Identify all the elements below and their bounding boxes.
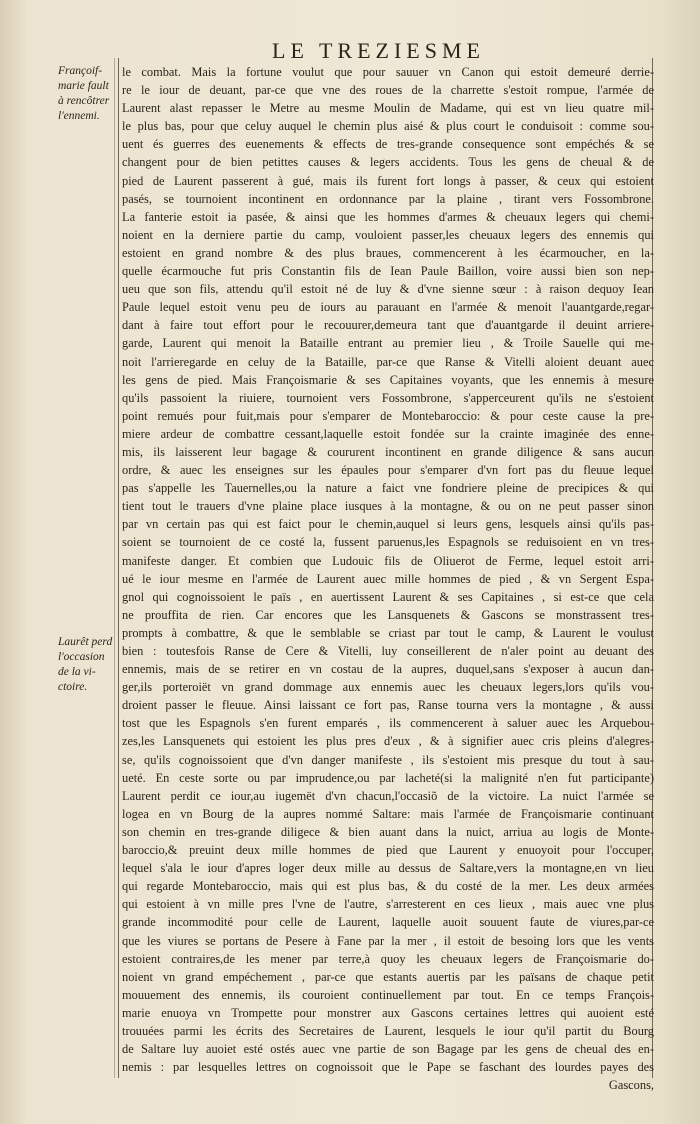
margin-note-line: de la vi- (58, 666, 96, 678)
text-line: Paule lequel estoit venu peu de iours au parauant en l'armée & menoit l'auantgarde,regar- (122, 300, 654, 315)
text-line: changent pour de bien petittes causes & legers accidents. Tous les gens de cheual & de (122, 155, 654, 170)
text-line: ger,ils porteroiët vn grand dommage aux ennemis auec les cheuaux legers,lors qu'ils vou- (122, 680, 654, 695)
margin-note-line: marie fault (58, 80, 109, 92)
text-line: dant à faire tout effort pour le recouurer,demeura tant que d'auantgarde il deuint arriere- (122, 318, 654, 333)
margin-note-line: l'occasion (58, 651, 105, 663)
text-line: ordre, & auec les enseignes sur les épaules pour s'emparer d'vn fort pas du fleuue lequel (122, 463, 654, 478)
text-line: re le iour de deuant, par-ce que vne des roues de la charrette s'estoit rompue, l'armée de (122, 83, 654, 98)
text-line: qui estoient à vn mille pres l'vne de l'autre, s'arresterent en ces lieux , mais auec vne plus (122, 897, 654, 912)
text-line: qu'ils passoient la riuiere, tournoient vers Fossombrone, s'apperceurent qu'ils ne s'estoient (122, 390, 654, 405)
text-line: de Saltare luy auoiet esté ostés auec vne partie de son Bagage par les gens de cheual des en- (122, 1042, 654, 1057)
margin-rule-inner (114, 58, 115, 1078)
text-line: son chemin en tres-grande diligece & bien auant dans la nuict, arriua au logis de Monte- (122, 824, 654, 839)
text-line: Laurent perdit ce iour,au iugemët d'vn chacun,l'occasiõ de la victoire. La nuict l'armée se (122, 788, 654, 803)
text-line: se, qu'ils cognoissoient que d'vn danger manifeste , ils s'estoient mis presque du tout à sau- (122, 752, 654, 767)
text-line: Laurent alast repasser le Metre au mesme Moulin de Madame, qui est vn lieu quatre mil- (122, 101, 654, 116)
margin-note-line: l'ennemi. (58, 110, 100, 122)
text-line: bien : toutesfois Ranse de Cere & Vitelli, luy conseillerent de n'aler point au deuant des (122, 644, 654, 658)
text-line: logea en vn Bourg de la aupres nommé Saltare: mais l'armée de Françoismarie continuant (122, 806, 654, 821)
text-line: pas s'appelle les Tauernelles,ou la nature a faict vne fondriere pleine de precipices & qui (122, 481, 654, 496)
text-line: garde, Laurent qui menoit la Bataille entrant au premier lieu , & Troile Sauelle qui me- (122, 336, 654, 351)
text-line: uent és guerres des euenements & effects de tres-grande consequence sont empéchés & se (122, 137, 654, 152)
body-text (122, 63, 654, 1094)
text-line: La fanterie estoit ia pasée, & ainsi que les hommes d'armes & cheuaux legers qui chemi- (122, 209, 654, 224)
text-line: quelle écarmouche fut pris Constantin fils de Iean Paule Baillon, voire aussi bien son nep- (122, 264, 654, 279)
text-line: miere ardeur de combattre cessant,laquelle estoit fondée sur la crainte imaginée des enne- (122, 426, 654, 441)
text-line: pasés, se tournoient incontinent en ordonnance par la plaine , tirant vers Fossombrone. (122, 191, 654, 206)
text-line: trouuées parmi les écrits des Secretaires de Laurent, lesquels le iour qu'il partit du Bourg (122, 1023, 654, 1038)
text-line: ueu que son fils, attendu qu'il estoit né de luy & d'vne sienne sœur : à raison dequoy Iean (122, 282, 654, 297)
text-line: estoient en grand nombre & des plus braues, commencerent à les écarmoucher, en la- (122, 245, 654, 260)
text-line: le plus bas, pour que celuy auquel le chemin plus aisé & plus court le conduisoit : comme sou- (122, 119, 654, 134)
page-edge-shadow (660, 0, 700, 1124)
text-line: zes,les Lansquenets qui estoient les plus pres d'eux , & à signifier auec cris pleins d'alegres- (122, 734, 654, 749)
text-line: noient vn grand empéchement , par-ce que estants auertis par les païsans de chaque petit (122, 969, 654, 984)
text-line: qui regarde Montebaroccio, mais qui est plus bas, & du costé de la mer. Les deux armées (122, 879, 654, 894)
text-line: les gens de pied. Mais Françoismarie & ses Capitaines voyants, que les ennemis à mesure (122, 372, 654, 387)
text-line: nemis : par lesquelles lettres on cognoissoit que le Pape se faschant des lourdes payes des (122, 1060, 654, 1075)
text-line: ennemis, mais de se retirer en vn costau de la aupres, duquel,sans s'exposer à aucun dan- (122, 662, 654, 677)
margin-note-line: ctoire. (58, 681, 88, 693)
text-line: grande incommodité pour celle de Laurent, laquelle auoit souuent faute de viures,par-ce (122, 915, 654, 930)
margin-note-laurent (58, 635, 116, 695)
margin-note-francoismarie (58, 64, 116, 124)
margin-note-line: Françoif- (58, 65, 103, 77)
text-line: ué le iour mesme en l'armée de Laurent auec mille hommes de pied , & vn Sergent Espa- (122, 571, 654, 586)
margin-note-line: Laurêt perd (58, 636, 113, 648)
text-line: Gascons, (608, 1078, 654, 1093)
text-line: que les viures se portans de Pesere à Fane par la mer , il estoit de besoing lors que les vents (122, 933, 654, 948)
text-line: mouuement des ennemis, ils couroient continuellement par tout. En ce temps François- (122, 987, 654, 1002)
text-line: manifeste danger. Et combien que Ludouic fils de Oliuerot de Ferme, lequel estoit arri- (122, 553, 654, 568)
text-line: tient tout le trauers d'vne plaine place iusques à la montagne, & ou on ne peut passer sinon (122, 499, 654, 514)
text-line: marie enuoya vn Trompette pour monstrer aux Gascons certaines lettres qui auoient esté (122, 1005, 654, 1020)
margin-note-line: à rencôtrer (58, 95, 110, 107)
text-line: soient se tournoient de ce costé la, fussent paruenus,les Espagnols se reduisoient en vn tres- (122, 535, 654, 550)
text-line: pied de Laurent passerent à gué, mais ils furent fort longs à passer, & ceux qui estoient (122, 173, 654, 188)
margin-rule-left (118, 58, 119, 1078)
text-line: lequel s'ala le iour d'apres loger deux mille au dessus de Saltare,vers la montagne,en vn lieu (122, 861, 654, 876)
text-line: tost que les Espagnols s'en furent emparés , ils commencerent à saluer auec les Arquebou- (122, 716, 654, 731)
text-line: prompts à combattre, & que le semblable se criast par tout le camp, & Laurent le voulust (122, 625, 654, 640)
text-line: droient passer le fleuue. Ainsi laissant ce fort pas, Ranse tourna vers la montagne , & aussi (122, 698, 654, 713)
text-line: estoient contraires,de les mener par terre,à quoy les cheuaux legers de Françoismarie do- (122, 951, 654, 966)
running-head: LE TREZIESME (272, 38, 485, 63)
text-line: gnol qui cognoissoient le païs , en auertissent Laurent & ses Capitaines , si est-ce que cela (122, 589, 654, 604)
text-line: noient en la derniere partie du camp, vouloient passer,les cheuaux legers des ennemis qui (122, 227, 654, 242)
text-line: noit l'arrieregarde en celuy de la Bataille, par-ce que Ranse & Vitelli aloient deuant auec (122, 354, 654, 369)
text-line: par vn certain pas qui est faict pour le chemin,auquel si leurs gens, lesquels ainsi qu'ils pas- (122, 517, 654, 532)
text-line: ne prouffita de rien. Car encores que les Lansquenets & Gascons se monstrassent tres- (122, 607, 654, 622)
text-line: ueté. En ceste sorte ou par imprudence,ou par lacheté(si la malignité n'en fut participante) (122, 770, 654, 785)
text-line: mis, ils laisserent leur bagage & coururent incontinent en grande diligence & sans aucun (122, 444, 654, 459)
text-line: le combat. Mais la fortune voulut que pour sauuer vn Canon qui estoit demeuré derrie- (122, 65, 654, 79)
text-line: point remués pour fuit,mais pour s'emparer de Montebaroccio: & pour ceste cause la pre- (122, 408, 654, 423)
text-line: baroccio,& preuint deux mille hommes de pied que Laurent y enuoyoit pour l'occuper, (122, 843, 654, 858)
